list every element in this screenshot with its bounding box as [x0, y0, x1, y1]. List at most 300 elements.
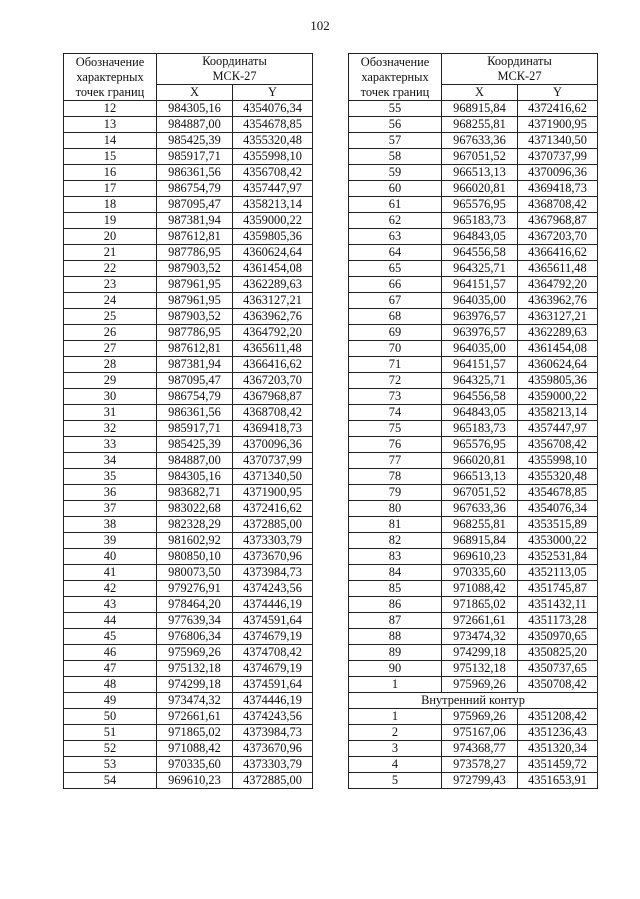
- x-cell: 987903,52: [157, 309, 233, 325]
- x-cell: 982328,29: [157, 517, 233, 533]
- table-row: [64, 709, 313, 725]
- point-id-cell: 68: [349, 309, 442, 325]
- point-id-cell: 58: [349, 149, 442, 165]
- point-id-cell: 16: [64, 165, 157, 181]
- x-cell: 987095,47: [157, 197, 233, 213]
- header-x: X: [442, 85, 518, 101]
- table-row: [64, 645, 313, 661]
- x-cell: 975969,26: [442, 709, 518, 725]
- x-cell: 986361,56: [157, 405, 233, 421]
- x-cell: 972661,61: [157, 709, 233, 725]
- y-cell: 4365611,48: [518, 261, 598, 277]
- point-id-cell: 47: [64, 661, 157, 677]
- y-cell: 4373984,73: [233, 725, 313, 741]
- y-cell: 4351320,34: [518, 741, 598, 757]
- table-row: [64, 453, 313, 469]
- table-row: [64, 533, 313, 549]
- point-id-cell: 72: [349, 373, 442, 389]
- header-label-line-3: точек границ: [75, 84, 145, 99]
- point-id-cell: 28: [64, 357, 157, 373]
- y-cell: 4361454,08: [518, 341, 598, 357]
- point-id-cell: 79: [349, 485, 442, 501]
- coordinates-table-left: [63, 53, 313, 789]
- y-cell: 4363127,21: [233, 293, 313, 309]
- y-cell: 4350708,42: [518, 677, 598, 693]
- point-id-cell: 63: [349, 229, 442, 245]
- table-row: [64, 549, 313, 565]
- y-cell: 4371340,50: [518, 133, 598, 149]
- table-row: [64, 293, 313, 309]
- table-row: [349, 645, 598, 661]
- x-cell: 987612,81: [157, 229, 233, 245]
- header-label-line-3: точек границ: [360, 84, 430, 99]
- point-id-cell: 21: [64, 245, 157, 261]
- table-row: [349, 117, 598, 133]
- y-cell: 4374591,64: [233, 613, 313, 629]
- y-cell: 4359000,22: [233, 213, 313, 229]
- y-cell: 4363962,76: [518, 293, 598, 309]
- point-id-cell: 80: [349, 501, 442, 517]
- y-cell: 4363127,21: [518, 309, 598, 325]
- point-id-cell: 88: [349, 629, 442, 645]
- x-cell: 980850,10: [157, 549, 233, 565]
- table-row: [349, 581, 598, 597]
- x-cell: 985425,39: [157, 133, 233, 149]
- x-cell: 985917,71: [157, 421, 233, 437]
- point-id-cell: 3: [349, 741, 442, 757]
- x-cell: 963976,57: [442, 309, 518, 325]
- point-id-cell: 70: [349, 341, 442, 357]
- point-id-cell: 66: [349, 277, 442, 293]
- point-id-cell: 29: [64, 373, 157, 389]
- table-row: [349, 165, 598, 181]
- point-id-cell: 1: [349, 677, 442, 693]
- point-id-cell: 27: [64, 341, 157, 357]
- table-row: [349, 341, 598, 357]
- y-cell: 4366416,62: [518, 245, 598, 261]
- point-id-cell: 89: [349, 645, 442, 661]
- x-cell: 966513,13: [442, 165, 518, 181]
- y-cell: 4366416,62: [233, 357, 313, 373]
- point-id-cell: 74: [349, 405, 442, 421]
- header-label-line-2: характерных: [76, 69, 144, 84]
- x-cell: 964556,58: [442, 389, 518, 405]
- point-id-cell: 65: [349, 261, 442, 277]
- point-id-cell: 54: [64, 773, 157, 789]
- y-cell: 4369418,73: [518, 181, 598, 197]
- x-cell: 980073,50: [157, 565, 233, 581]
- table-row: [349, 357, 598, 373]
- x-cell: 987381,94: [157, 357, 233, 373]
- point-id-cell: 39: [64, 533, 157, 549]
- point-id-cell: 23: [64, 277, 157, 293]
- table-row: [64, 341, 313, 357]
- table-row: [64, 325, 313, 341]
- y-cell: 4351653,91: [518, 773, 598, 789]
- x-cell: 964035,00: [442, 341, 518, 357]
- table-row: [64, 165, 313, 181]
- point-id-cell: 33: [64, 437, 157, 453]
- table-row: [64, 197, 313, 213]
- x-cell: 981602,92: [157, 533, 233, 549]
- table-row: [349, 629, 598, 645]
- point-id-cell: 86: [349, 597, 442, 613]
- y-cell: 4373670,96: [233, 741, 313, 757]
- table-row: [349, 469, 598, 485]
- table-row: [349, 277, 598, 293]
- table-row: [349, 565, 598, 581]
- point-id-cell: 81: [349, 517, 442, 533]
- y-cell: 4351459,72: [518, 757, 598, 773]
- x-cell: 978464,20: [157, 597, 233, 613]
- x-cell: 987612,81: [157, 341, 233, 357]
- y-cell: 4373303,79: [233, 533, 313, 549]
- x-cell: 976806,34: [157, 629, 233, 645]
- table-row: [64, 757, 313, 773]
- table-row: [349, 325, 598, 341]
- table-row: [64, 597, 313, 613]
- y-cell: 4371900,95: [233, 485, 313, 501]
- point-id-cell: 4: [349, 757, 442, 773]
- header-group-line-2: МСК-27: [212, 69, 257, 83]
- y-cell: 4360624,64: [233, 245, 313, 261]
- y-cell: 4354678,85: [518, 485, 598, 501]
- x-cell: 975132,18: [442, 661, 518, 677]
- point-id-cell: 42: [64, 581, 157, 597]
- y-cell: 4371340,50: [233, 469, 313, 485]
- left-table-body: [64, 101, 313, 789]
- point-id-cell: 62: [349, 213, 442, 229]
- table-row: [64, 485, 313, 501]
- x-cell: 966020,81: [442, 181, 518, 197]
- y-cell: 4367968,87: [233, 389, 313, 405]
- table-row: [349, 261, 598, 277]
- x-cell: 967051,52: [442, 149, 518, 165]
- point-id-cell: 46: [64, 645, 157, 661]
- y-cell: 4372416,62: [518, 101, 598, 117]
- point-id-cell: 48: [64, 677, 157, 693]
- point-id-cell: 12: [64, 101, 157, 117]
- inner-contour-title: Внутренний контур: [349, 693, 598, 709]
- y-cell: 4362289,63: [233, 277, 313, 293]
- y-cell: 4356708,42: [518, 437, 598, 453]
- y-cell: 4360624,64: [518, 357, 598, 373]
- table-row: [64, 357, 313, 373]
- header-label-line-2: характерных: [361, 69, 429, 84]
- x-cell: 987381,94: [157, 213, 233, 229]
- table-row: [349, 373, 598, 389]
- y-cell: 4353000,22: [518, 533, 598, 549]
- point-id-cell: 51: [64, 725, 157, 741]
- table-row: [349, 213, 598, 229]
- table-row: [64, 581, 313, 597]
- x-cell: 964325,71: [442, 373, 518, 389]
- x-cell: 975132,18: [157, 661, 233, 677]
- x-cell: 966020,81: [442, 453, 518, 469]
- y-cell: 4355320,48: [518, 469, 598, 485]
- table-row: [349, 741, 598, 757]
- table-row: [349, 661, 598, 677]
- table-row: [64, 661, 313, 677]
- y-cell: 4374679,19: [233, 629, 313, 645]
- x-cell: 965576,95: [442, 197, 518, 213]
- header-x: X: [157, 85, 233, 101]
- table-row: [64, 565, 313, 581]
- table-row: [349, 517, 598, 533]
- header-label-line-1: Обозначение: [75, 54, 145, 69]
- right-table-body: [349, 101, 598, 693]
- point-id-cell: 5: [349, 773, 442, 789]
- table-row: [64, 389, 313, 405]
- y-cell: 4350970,65: [518, 629, 598, 645]
- table-row: [64, 773, 313, 789]
- y-cell: 4365611,48: [233, 341, 313, 357]
- point-id-cell: 22: [64, 261, 157, 277]
- point-id-cell: 50: [64, 709, 157, 725]
- inner-contour-section: [349, 693, 598, 709]
- x-cell: 984887,00: [157, 117, 233, 133]
- point-id-cell: 20: [64, 229, 157, 245]
- x-cell: 975167,06: [442, 725, 518, 741]
- point-id-cell: 53: [64, 757, 157, 773]
- y-cell: 4359000,22: [518, 389, 598, 405]
- y-cell: 4350737,65: [518, 661, 598, 677]
- table-row: [349, 389, 598, 405]
- table-row: [349, 181, 598, 197]
- y-cell: 4370737,99: [518, 149, 598, 165]
- y-cell: 4354678,85: [233, 117, 313, 133]
- point-id-cell: 60: [349, 181, 442, 197]
- x-cell: 987786,95: [157, 245, 233, 261]
- x-cell: 974299,18: [157, 677, 233, 693]
- x-cell: 971088,42: [157, 741, 233, 757]
- x-cell: 987786,95: [157, 325, 233, 341]
- header-y: Y: [518, 85, 598, 101]
- y-cell: 4361454,08: [233, 261, 313, 277]
- y-cell: 4351173,28: [518, 613, 598, 629]
- point-id-cell: 26: [64, 325, 157, 341]
- point-id-cell: 45: [64, 629, 157, 645]
- point-id-cell: 32: [64, 421, 157, 437]
- table-row: [64, 181, 313, 197]
- point-id-cell: 41: [64, 565, 157, 581]
- table-row: [349, 597, 598, 613]
- x-cell: 986754,79: [157, 389, 233, 405]
- y-cell: 4359805,36: [233, 229, 313, 245]
- table-row: [64, 261, 313, 277]
- table-row: [349, 677, 598, 693]
- table-row: [64, 517, 313, 533]
- coordinates-table-right: [348, 53, 598, 789]
- y-cell: 4356708,42: [233, 165, 313, 181]
- x-cell: 984887,00: [157, 453, 233, 469]
- point-id-cell: 49: [64, 693, 157, 709]
- table-row: [349, 245, 598, 261]
- y-cell: 4367203,70: [518, 229, 598, 245]
- y-cell: 4351745,87: [518, 581, 598, 597]
- y-cell: 4355998,10: [233, 149, 313, 165]
- point-id-cell: 67: [349, 293, 442, 309]
- y-cell: 4369418,73: [233, 421, 313, 437]
- table-row: [349, 485, 598, 501]
- y-cell: 4364792,20: [233, 325, 313, 341]
- y-cell: 4374446,19: [233, 693, 313, 709]
- inner-contour-body: [349, 709, 598, 789]
- y-cell: 4350825,20: [518, 645, 598, 661]
- table-row: [64, 213, 313, 229]
- x-cell: 977639,34: [157, 613, 233, 629]
- y-cell: 4367203,70: [233, 373, 313, 389]
- x-cell: 964843,05: [442, 405, 518, 421]
- y-cell: 4374679,19: [233, 661, 313, 677]
- y-cell: 4374591,64: [233, 677, 313, 693]
- x-cell: 984305,16: [157, 101, 233, 117]
- y-cell: 4364792,20: [518, 277, 598, 293]
- x-cell: 968255,81: [442, 517, 518, 533]
- y-cell: 4370096,36: [233, 437, 313, 453]
- y-cell: 4359805,36: [518, 373, 598, 389]
- x-cell: 987961,95: [157, 293, 233, 309]
- x-cell: 985425,39: [157, 437, 233, 453]
- point-id-cell: 84: [349, 565, 442, 581]
- x-cell: 965183,73: [442, 421, 518, 437]
- table-row: [64, 149, 313, 165]
- x-cell: 964151,57: [442, 277, 518, 293]
- point-id-cell: 40: [64, 549, 157, 565]
- table-row: [349, 501, 598, 517]
- point-id-cell: 77: [349, 453, 442, 469]
- x-cell: 969610,23: [157, 773, 233, 789]
- x-cell: 966513,13: [442, 469, 518, 485]
- table-row: [64, 245, 313, 261]
- x-cell: 967633,36: [442, 133, 518, 149]
- point-id-cell: 90: [349, 661, 442, 677]
- x-cell: 971865,02: [442, 597, 518, 613]
- table-row: [349, 613, 598, 629]
- point-id-cell: 14: [64, 133, 157, 149]
- header-label-line-1: Обозначение: [360, 54, 430, 69]
- table-row: [349, 709, 598, 725]
- point-id-cell: 82: [349, 533, 442, 549]
- table-row: [349, 533, 598, 549]
- header-y: Y: [233, 85, 313, 101]
- x-cell: 983682,71: [157, 485, 233, 501]
- y-cell: 4374708,42: [233, 645, 313, 661]
- y-cell: 4374243,56: [233, 709, 313, 725]
- y-cell: 4357447,97: [518, 421, 598, 437]
- x-cell: 975969,26: [157, 645, 233, 661]
- point-id-cell: 1: [349, 709, 442, 725]
- table-row: [349, 773, 598, 789]
- header-coordinates-group: [157, 54, 313, 85]
- y-cell: 4355998,10: [518, 453, 598, 469]
- table-row: [64, 133, 313, 149]
- point-id-cell: 87: [349, 613, 442, 629]
- point-id-cell: 69: [349, 325, 442, 341]
- y-cell: 4367968,87: [518, 213, 598, 229]
- point-id-cell: 34: [64, 453, 157, 469]
- table-row: [64, 309, 313, 325]
- table-row: [349, 293, 598, 309]
- x-cell: 987095,47: [157, 373, 233, 389]
- point-id-cell: 15: [64, 149, 157, 165]
- point-id-cell: 35: [64, 469, 157, 485]
- table-row: [349, 725, 598, 741]
- table-row: [64, 101, 313, 117]
- y-cell: 4355320,48: [233, 133, 313, 149]
- header-group-line-1: Координаты: [202, 54, 267, 68]
- inner-contour-title-row: [349, 693, 598, 709]
- header-group-line-2: МСК-27: [497, 69, 542, 83]
- y-cell: 4370737,99: [233, 453, 313, 469]
- x-cell: 975969,26: [442, 677, 518, 693]
- y-cell: 4358213,14: [233, 197, 313, 213]
- point-id-cell: 52: [64, 741, 157, 757]
- y-cell: 4363962,76: [233, 309, 313, 325]
- point-id-cell: 31: [64, 405, 157, 421]
- y-cell: 4374243,56: [233, 581, 313, 597]
- y-cell: 4373303,79: [233, 757, 313, 773]
- point-id-cell: 18: [64, 197, 157, 213]
- point-id-cell: 17: [64, 181, 157, 197]
- point-id-cell: 38: [64, 517, 157, 533]
- header-point-label: [349, 54, 442, 101]
- y-cell: 4362289,63: [518, 325, 598, 341]
- x-cell: 973474,32: [157, 693, 233, 709]
- page-number: 102: [310, 18, 330, 33]
- table-row: [349, 101, 598, 117]
- point-id-cell: 2: [349, 725, 442, 741]
- point-id-cell: 19: [64, 213, 157, 229]
- x-cell: 970335,60: [157, 757, 233, 773]
- table-row: [349, 149, 598, 165]
- x-cell: 987961,95: [157, 277, 233, 293]
- x-cell: 967051,52: [442, 485, 518, 501]
- x-cell: 964556,58: [442, 245, 518, 261]
- x-cell: 964151,57: [442, 357, 518, 373]
- point-id-cell: 57: [349, 133, 442, 149]
- x-cell: 986361,56: [157, 165, 233, 181]
- x-cell: 964325,71: [442, 261, 518, 277]
- header-coordinates-group: [442, 54, 598, 85]
- y-cell: 4354076,34: [233, 101, 313, 117]
- y-cell: 4353515,89: [518, 517, 598, 533]
- table-row: [64, 693, 313, 709]
- point-id-cell: 71: [349, 357, 442, 373]
- table-row: [64, 629, 313, 645]
- x-cell: 971865,02: [157, 725, 233, 741]
- table-row: [64, 277, 313, 293]
- y-cell: 4352531,84: [518, 549, 598, 565]
- table-row: [64, 117, 313, 133]
- y-cell: 4373984,73: [233, 565, 313, 581]
- y-cell: 4358213,14: [518, 405, 598, 421]
- x-cell: 964843,05: [442, 229, 518, 245]
- y-cell: 4372885,00: [233, 773, 313, 789]
- x-cell: 985917,71: [157, 149, 233, 165]
- table-row: [64, 229, 313, 245]
- point-id-cell: 30: [64, 389, 157, 405]
- table-row: [64, 405, 313, 421]
- table-row: [349, 133, 598, 149]
- point-id-cell: 61: [349, 197, 442, 213]
- table-row: [64, 437, 313, 453]
- x-cell: 964035,00: [442, 293, 518, 309]
- y-cell: 4351208,42: [518, 709, 598, 725]
- x-cell: 967633,36: [442, 501, 518, 517]
- point-id-cell: 83: [349, 549, 442, 565]
- table-row: [64, 613, 313, 629]
